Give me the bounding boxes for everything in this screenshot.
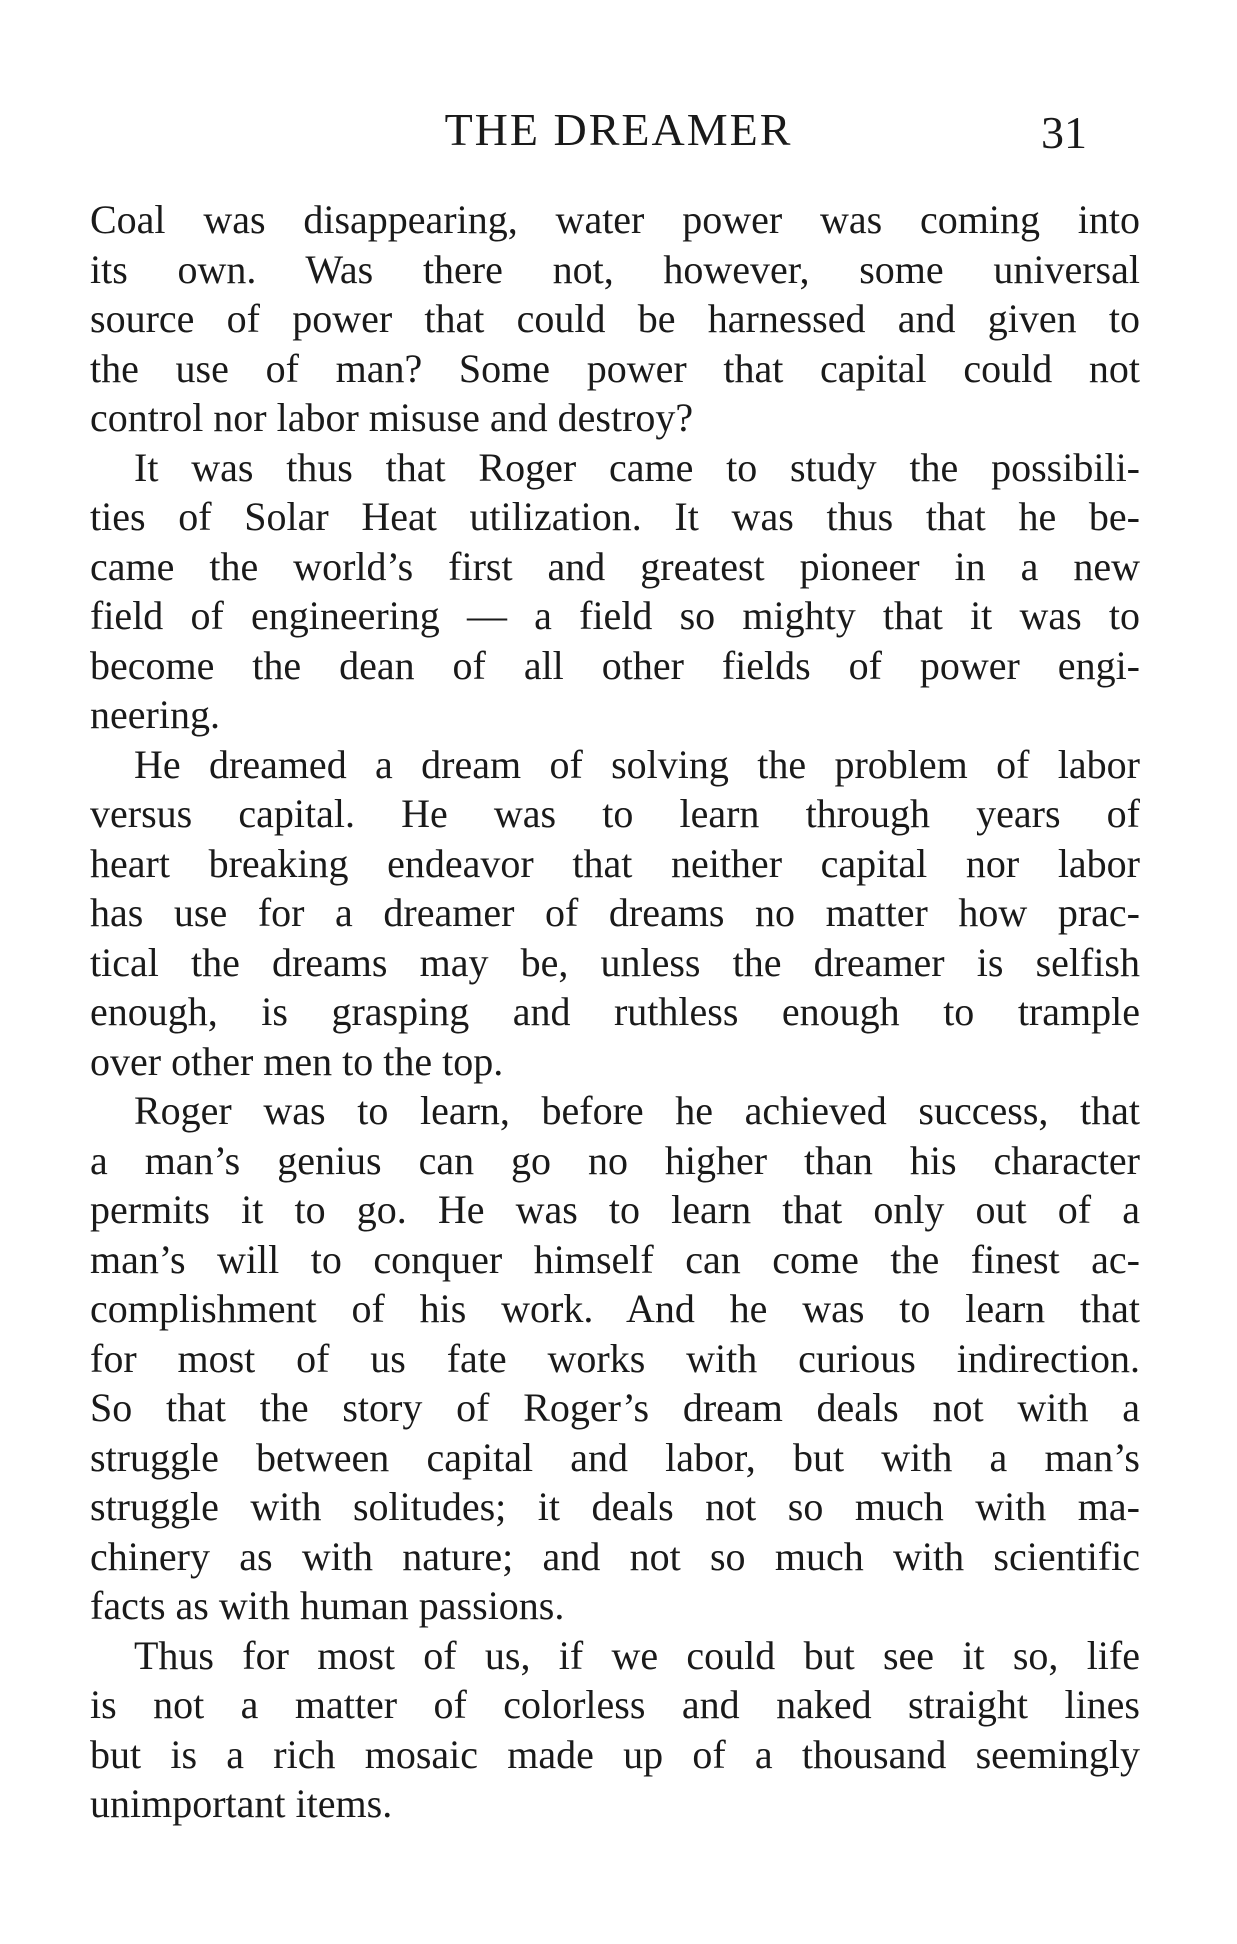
text-line: chinery as with nature; and not so much with scientific: [90, 1533, 1140, 1579]
text-line: tical the dreams may be, unless the dreamer is selfish: [90, 939, 1140, 985]
paragraph-4: [90, 1086, 1140, 1631]
body-text: [90, 195, 1140, 1829]
text-line: struggle between capital and labor, but with a man’s: [90, 1434, 1140, 1480]
text-line: versus capital. He was to learn through years of: [90, 791, 1140, 836]
paragraph-1: [90, 195, 1140, 443]
text-line: man’s will to conquer himself can come the finest ac-: [90, 1236, 1140, 1282]
text-line: neering.: [90, 692, 220, 737]
page-number: 31: [1041, 107, 1087, 158]
text-line: but is a rich mosaic made up of a thousand seemingly: [90, 1731, 1140, 1777]
text-line: facts as with human passions.: [90, 1583, 565, 1628]
text-line: a man’s genius can go no higher than his character: [90, 1137, 1140, 1183]
text-line: control nor labor misuse and destroy?: [90, 395, 694, 440]
text-line: for most of us fate works with curious indirection.: [90, 1335, 1140, 1381]
text-line: field of engineering — a field so mighty that it was to: [90, 593, 1140, 638]
text-line: heart breaking endeavor that neither capital nor labor: [90, 840, 1140, 886]
text-line: the use of man? Some power that capital could not: [90, 345, 1140, 391]
text-line: So that the story of Roger’s dream deals not with a: [90, 1385, 1140, 1430]
text-line: over other men to the top.: [90, 1038, 504, 1084]
text-line: permits it to go. He was to learn that only out of a: [90, 1187, 1140, 1232]
text-line: Roger was to learn, before he achieved success, that: [134, 1088, 1140, 1133]
text-line: unimportant items.: [90, 1781, 393, 1826]
text-line: is not a matter of colorless and naked straight lines: [90, 1682, 1140, 1727]
paragraph-2: [90, 443, 1140, 740]
text-line: enough, is grasping and ruthless enough to trample: [90, 989, 1140, 1034]
text-line: Thus for most of us, if we could but see it so, life: [134, 1632, 1140, 1678]
paragraph-3: [90, 740, 1140, 1087]
running-head: [0, 100, 1237, 160]
text-line: complishment of his work. And he was to learn that: [90, 1286, 1140, 1331]
text-line: source of power that could be harnessed and given to: [90, 296, 1140, 341]
text-line: struggle with solitudes; it deals not so much with ma-: [90, 1484, 1140, 1529]
text-line: came the world’s first and greatest pioneer in a new: [90, 543, 1140, 589]
paragraph-5: [90, 1631, 1140, 1829]
text-line: its own. Was there not, however, some universal: [90, 246, 1140, 292]
text-line: It was thus that Roger came to study the possibili-: [134, 444, 1140, 490]
text-line: has use for a dreamer of dreams no matter how prac-: [90, 890, 1140, 935]
text-line: Coal was disappearing, water power was coming into: [90, 197, 1140, 242]
text-line: become the dean of all other fields of power engi-: [90, 642, 1140, 688]
text-line: ties of Solar Heat utilization. It was thus that he be-: [90, 494, 1140, 539]
running-title: THE DREAMER: [444, 104, 793, 155]
text-line: He dreamed a dream of solving the problem of labor: [134, 741, 1140, 787]
